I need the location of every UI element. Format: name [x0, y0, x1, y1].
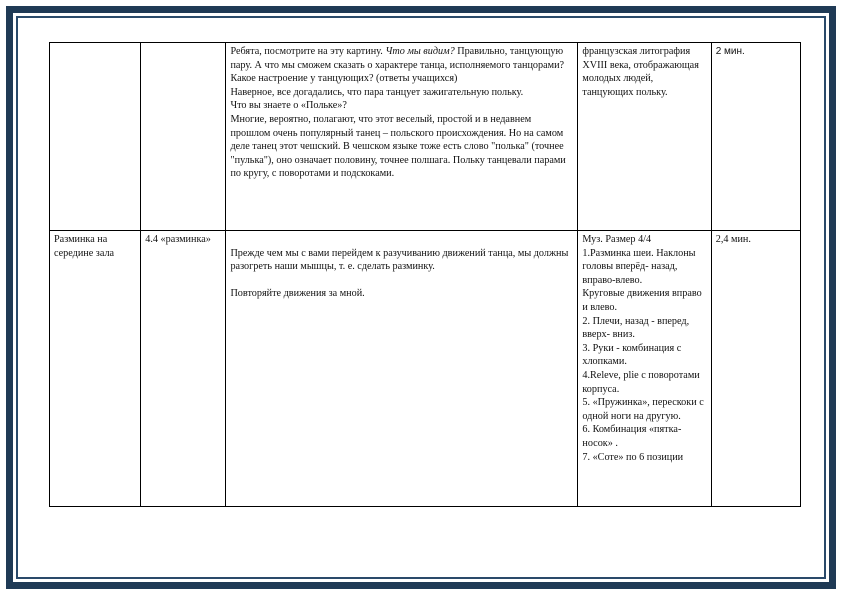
method-cell	[141, 231, 226, 507]
resources-line: 2. Плечи, назад - вперед, вверх- вниз.	[582, 315, 690, 341]
content-text: Ребята, посмотрите на эту картину.	[230, 46, 386, 57]
method-text: 4.4 «разминка»	[145, 234, 211, 245]
content-question: Что мы видим?	[385, 46, 455, 57]
spacer	[230, 274, 573, 288]
lesson-plan-table	[49, 42, 801, 507]
content-cell	[226, 43, 578, 231]
content-paragraph: Повторяйте движения за мной.	[230, 288, 365, 300]
stage-cell	[50, 43, 141, 231]
resources-line: 1.Разминка шеи. Наклоны головы вперёд- назад, вправо-влево.	[582, 247, 696, 286]
stage-text: Разминка на середине зала	[54, 234, 115, 259]
time-cell	[711, 43, 800, 231]
resources-text: французская литография XVIII века, отображающая молодых людей, танцующих польку.	[582, 46, 699, 98]
time-text: 2,4 мин.	[715, 234, 751, 245]
content-paragraph: Прежде чем мы с вами перейдем к разучиванию движений танца, мы должны разогреть наши мышцы, т. е. сделать разминку.	[230, 247, 569, 273]
resources-line: 7. «Соте» по 6 позиции	[582, 451, 684, 463]
spacer	[230, 233, 573, 247]
resources-line: 5. «Пружинка», перескоки с одной ноги на другую.	[582, 397, 704, 422]
content-paragraph: Многие, вероятно, полагают, что этот веселый, простой и в недавнем прошлом очень популярный танец – польского происхождения. Но на самом деле танец этот чешский. В чешском языке тоже есть слово "полька" (точнее "пулька"), оно означает половину, точнее полшага. Польку танцевали парами по кругу, с поворотами и подскоками.	[230, 113, 566, 180]
content-paragraph: Что вы знаете о «Польке»?	[230, 100, 347, 112]
method-cell	[141, 43, 226, 231]
resources-line: 4.Releve, plie с поворотами корпуса.	[582, 369, 700, 395]
resources-line: Муз. Размер 4/4	[582, 234, 652, 245]
time-text: 2 мин.	[715, 46, 745, 57]
resources-line: 3. Руки - комбинация с хлопками.	[582, 342, 682, 368]
content-text: Правильно, танцующую пару. А что мы сможем сказать о характере танца, исполняемого танцорами? Какое настроение у танцующих? (ответы учащихся)	[230, 46, 565, 85]
table-row	[50, 231, 801, 507]
resources-cell	[578, 231, 711, 507]
table-row	[50, 43, 801, 231]
stage-cell	[50, 231, 141, 507]
content-paragraph	[230, 45, 573, 86]
time-cell	[711, 231, 800, 507]
resources-line: 6. Комбинация «пятка-носок» .	[582, 424, 682, 449]
resources-line: Круговые движения вправо и влево.	[582, 288, 702, 313]
content-cell	[226, 231, 578, 507]
content-paragraph: Наверное, все догадались, что пара танцует зажигательную польку.	[230, 86, 524, 98]
resources-cell	[578, 43, 711, 231]
